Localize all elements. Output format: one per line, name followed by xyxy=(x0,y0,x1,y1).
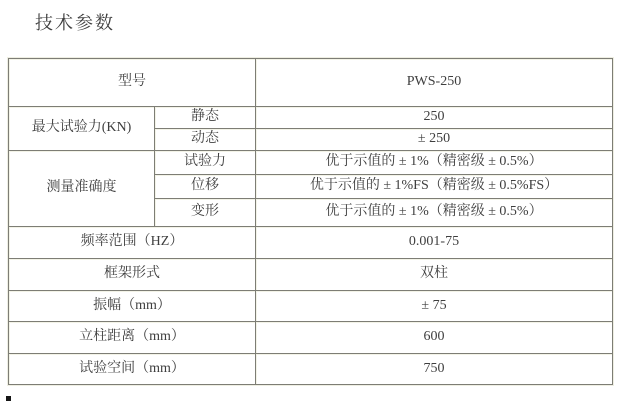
spec-value-cell: 250 xyxy=(256,107,613,129)
table-row-model xyxy=(9,59,613,107)
spec-label-cell: 试验空间（mm） xyxy=(9,354,256,385)
spec-value-cell: 双柱 xyxy=(256,259,613,291)
page-title: 技术参数 xyxy=(35,13,115,33)
spec-value-cell: ± 75 xyxy=(256,291,613,322)
table-row-test-space xyxy=(9,354,613,385)
cursor-block-icon xyxy=(6,396,11,401)
table-row-frequency xyxy=(9,227,613,259)
spec-value-cell: PWS-250 xyxy=(256,59,613,107)
spec-label-cell: 立柱距离（mm） xyxy=(9,322,256,354)
spec-sublabel-cell: 变形 xyxy=(155,199,256,227)
table-row-accuracy-force xyxy=(9,151,613,175)
specs-table xyxy=(8,58,613,385)
spec-value-cell: ± 250 xyxy=(256,129,613,151)
spec-sublabel-cell: 位移 xyxy=(155,175,256,199)
table-row-max-force-static xyxy=(9,107,613,129)
spec-group-label-cell: 最大试验力(KN) xyxy=(9,107,155,151)
spec-value-cell: 优于示值的 ± 1%FS（精密级 ± 0.5%FS） xyxy=(256,175,613,199)
table-row-frame-type xyxy=(9,259,613,291)
spec-label-cell: 型号 xyxy=(9,59,256,107)
spec-value-cell: 750 xyxy=(256,354,613,385)
spec-group-label-cell: 测量准确度 xyxy=(9,151,155,227)
spec-label-cell: 频率范围（HZ） xyxy=(9,227,256,259)
spec-value-cell: 优于示值的 ± 1%（精密级 ± 0.5%） xyxy=(256,199,613,227)
table-row-amplitude xyxy=(9,291,613,322)
spec-value-cell: 0.001-75 xyxy=(256,227,613,259)
table-row-column-distance xyxy=(9,322,613,354)
spec-label-cell: 振幅（mm） xyxy=(9,291,256,322)
spec-sublabel-cell: 动态 xyxy=(155,129,256,151)
spec-sublabel-cell: 试验力 xyxy=(155,151,256,175)
spec-label-cell: 框架形式 xyxy=(9,259,256,291)
spec-sublabel-cell: 静态 xyxy=(155,107,256,129)
spec-value-cell: 600 xyxy=(256,322,613,354)
spec-value-cell: 优于示值的 ± 1%（精密级 ± 0.5%） xyxy=(256,151,613,175)
